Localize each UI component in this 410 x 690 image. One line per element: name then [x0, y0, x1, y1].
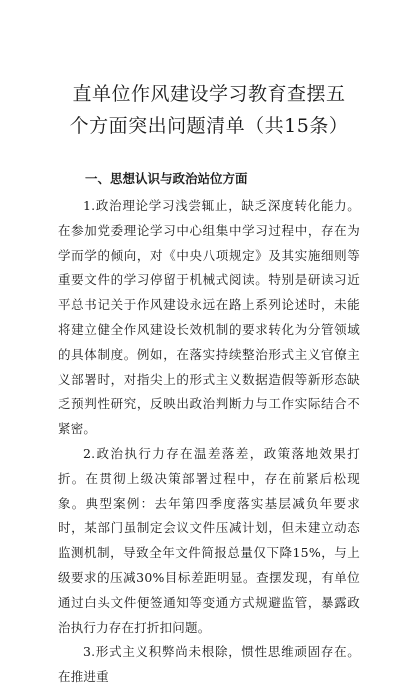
paragraph-1: 1.政治理论学习浅尝辄止，缺乏深度转化能力。在参加党委理论学习中心组集中学习过程中，存在为学而学的倾向，对《中央八项规定》及其实施细则等重要文件的学习停留于机械式阅读。特别是研读习近平总书记关于作风建设永远在路上系列论述时，未能将建立健全作风建设长效机制的要求转化为分管领域的具体制度。例如，在落实持续整治形式主义官僚主义部署时，对指尖上的形式主义数据造假等新形态缺乏预判性研究，反映出政治判断力与工作实际结合不紧密。	[58, 198, 360, 437]
paragraph-2: 2.政治执行力存在温差落差，政策落地效果打折。在贯彻上级决策部署过程中，存在前紧后松现象。典型案例：去年第四季度落实基层减负年要求时，某部门虽制定会议文件压减计划，但未建立动态监测机制，导致全年文件简报总量仅下降15%，与上级要求的压减30%目标差距明显。查摆发现，有单位通过白头文件便签通知等变通方式规避监管，暴露政治执行力存在打折扣问题。	[58, 445, 360, 635]
document-title: 直单位作风建设学习教育查摆五个方面突出问题清单（共15条）	[69, 83, 349, 137]
paragraph-3: 3.形式主义积弊尚未根除，惯性思维顽固存在。在推进重	[58, 644, 360, 685]
section-heading: 一、思想认识与政治站位方面	[85, 171, 248, 186]
